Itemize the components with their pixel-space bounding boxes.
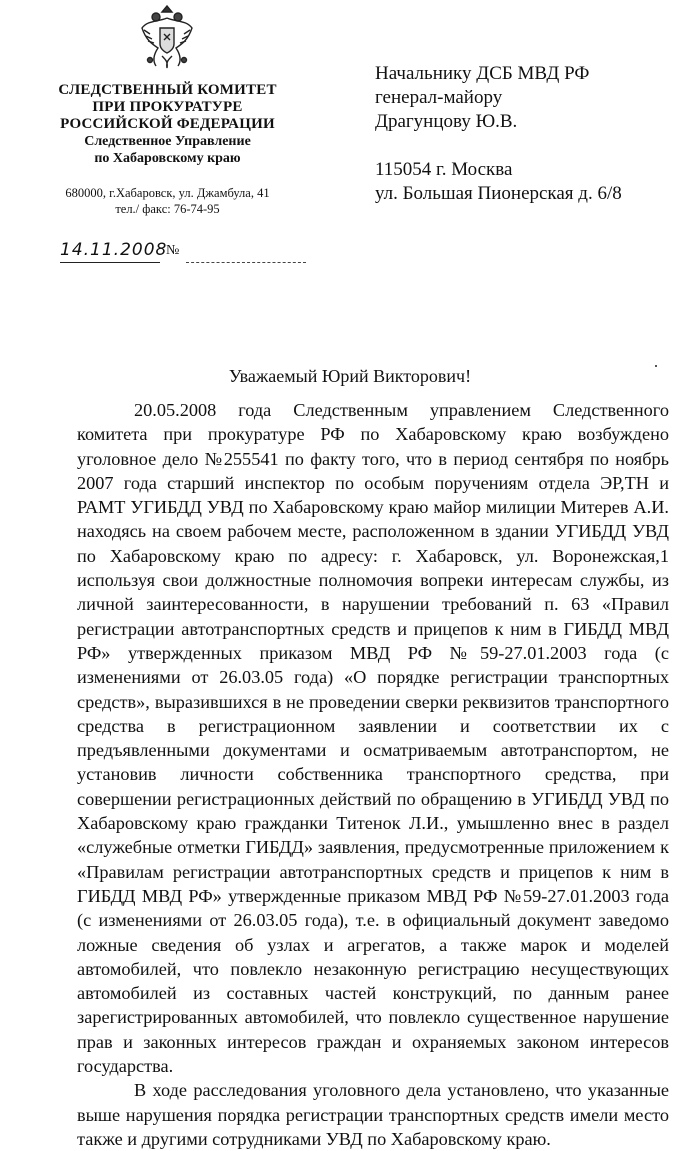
department-name-line: по Хабаровскому краю [94, 151, 241, 166]
date-number-line [60, 240, 290, 266]
spacer [375, 134, 622, 158]
number-underline [186, 262, 306, 263]
recipient-rank: генерал-майору [375, 87, 503, 108]
sender-phone: тел./ факс: 76-74-95 [115, 202, 220, 216]
letter-body [77, 398, 669, 1151]
body-paragraph: 20.05.2008 года Следственным управлением Следственного комитета при прокуратуре РФ по Хабаровскому краю возбуждено уголовное дело №255541 по факту того, что в период сентября по ноябрь 2007 года старший инспектор по особым поручениям отдела ЭР,ТН и РАМТ УГИБДД УВД по Хабаровскому краю майор милиции Митерев А.И. находясь на своем рабочем месте, расположенном в здании УГИБДД УВД по Хабаровскому краю по адресу: г. Хабаровск, ул. Воронежская,1 используя свои должностные полномочия вопреки интересам службы, из личной заинтересованности, в нарушении требований п. 63 «Правил регистрации автотранспортных средств и прицепов к ним в ГИБДД МВД РФ» утвержденных приказом МВД РФ №59-27.01.2003 года (с изменениями от 26.03.05 года) «О порядке регистрации транспортных средств», выразившихся в не проведении сверки реквизитов транспортного средства в регистрационном заявлении и соответствии их с предъявленными документами и осматриваемым автотранспортом, не установив личности собственника транспортного средства, при совершении регистрационных действий по обращению в УГИБДД УВД по Хабаровскому краю гражданки Титенок Л.И., умышленно внес в раздел «служебные отметки ГИБДД» заявления, предусмотренные приложением к «Правилам регистрации автотранспортных средств и прицепов к ним в ГИБДД МВД РФ» утвержденные приказом МВД РФ №59-27.01.2003 года (с изменениями от 26.03.05 года), т.е. в официальный документ заведомо ложные сведения об узлах и агрегатов, а также марок и моделей автомобилей, что повлекло незаконную регистрацию несуществующих автомобилей из составных частей конструкций, по данным ранее зарегистрированных автомобилей, что повлекло существенное нарушение прав и законных интересов граждан и охраняемых законом интересов государства. [77, 400, 669, 1077]
organization-block [40, 82, 295, 167]
organization-name-line: СЛЕДСТВЕННЫЙ КОМИТЕТ [58, 82, 277, 98]
coat-of-arms-icon [138, 4, 196, 74]
organization-name-line: ПРИ ПРОКУРАТУРЕ [92, 99, 243, 115]
body-paragraph: В ходе расследования уголовного дела установлено, что указанные выше нарушения порядка регистрации транспортных средств имели место также и другими сотрудниками УВД по Хабаровскому краю. [77, 1080, 669, 1149]
double-headed-eagle-icon [138, 4, 196, 74]
number-label: № [166, 243, 180, 258]
recipient-name: Драгунцову Ю.В. [375, 111, 518, 132]
recipient-title: Начальнику ДСБ МВД РФ [375, 63, 590, 84]
organization-name-line: РОССИЙСКОЙ ФЕДЕРАЦИИ [60, 116, 275, 132]
recipient-city: 115054 г. Москва [375, 159, 513, 180]
greeting: Уважаемый Юрий Викторович! [228, 366, 472, 386]
sender-address: 680000, г.Хабаровск, ул. Джамбула, 41 [65, 186, 270, 200]
recipient-street: ул. Большая Пионерская д. 6/8 [375, 183, 622, 204]
department-name-line: Следственное Управление [84, 134, 251, 149]
sender-address-block [40, 185, 295, 217]
handwritten-date: 14.11.2008 [60, 240, 168, 260]
date-underline [60, 262, 160, 263]
recipient-block [375, 62, 622, 206]
